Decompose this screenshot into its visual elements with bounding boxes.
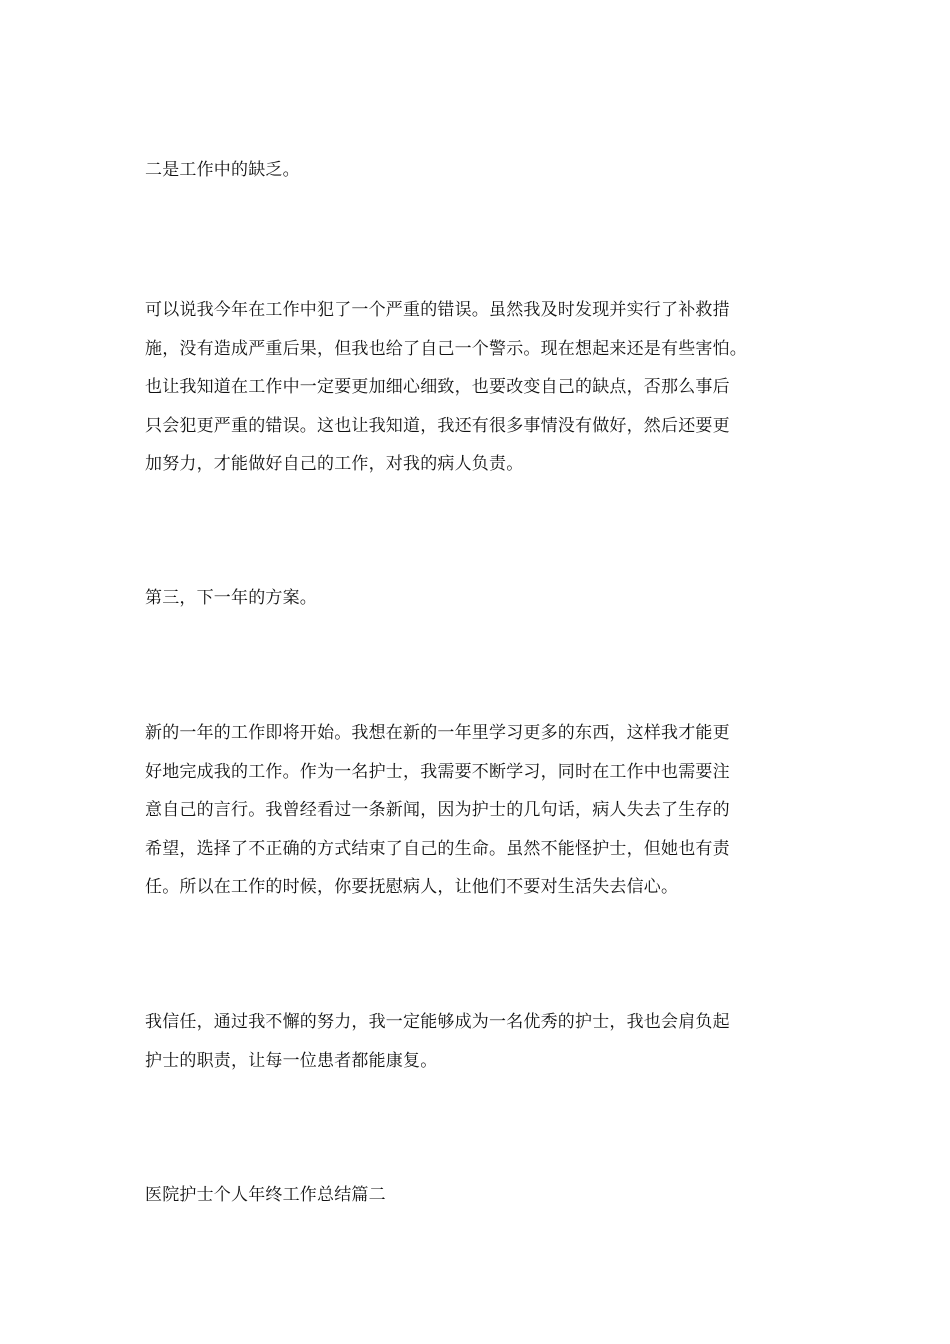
paragraph-mistake [145,291,810,484]
text-line: 新的一年的工作即将开始。我想在新的一年里学习更多的东西，这样我才能更 [145,723,730,743]
text-line: 第三，下一年的方案。 [145,588,317,608]
text-line: 我信任，通过我不懈的努力，我一定能够成为一名优秀的护士，我也会肩负起 [145,1012,730,1032]
text-line: 护士的职责，让每一位患者都能康复。 [145,1050,438,1071]
text-line: 好地完成我的工作。作为一名护士，我需要不断学习，同时在工作中也需要注 [145,761,730,782]
text-line: 任。所以在工作的时候，你要抚慰病人，让他们不要对生活失去信心。 [145,877,679,897]
heading-part-two [145,1176,810,1215]
text-line: 可以说我今年在工作中犯了一个严重的错误。虽然我及时发现并实行了补救措 [145,300,730,320]
text-line: 医院护士个人年终工作总结篇二 [145,1185,386,1205]
paragraph-plan [145,714,810,907]
text-line: 意自己的言行。我曾经看过一条新闻，因为护士的几句话，病人失去了生存的 [145,800,730,820]
paragraph-belief [145,1003,810,1080]
text-line: 只会犯更严重的错误。这也让我知道，我还有很多事情没有做好，然后还要更 [145,415,730,436]
heading-next-year-plan [145,579,810,618]
text-line: 也让我知道在工作中一定要更加细心细致，也要改变自己的缺点，否那么事后 [145,377,730,397]
heading-work-shortcomings [145,151,810,190]
text-line: 加努力，才能做好自己的工作，对我的病人负责。 [145,454,524,474]
text-line: 希望，选择了不正确的方式结束了自己的生命。虽然不能怪护士，但她也有责 [145,838,730,859]
text-line: 施，没有造成严重后果，但我也给了自己一个警示。现在想起来还是有些害怕。 [145,338,747,359]
text-line: 二是工作中的缺乏。 [145,160,300,180]
